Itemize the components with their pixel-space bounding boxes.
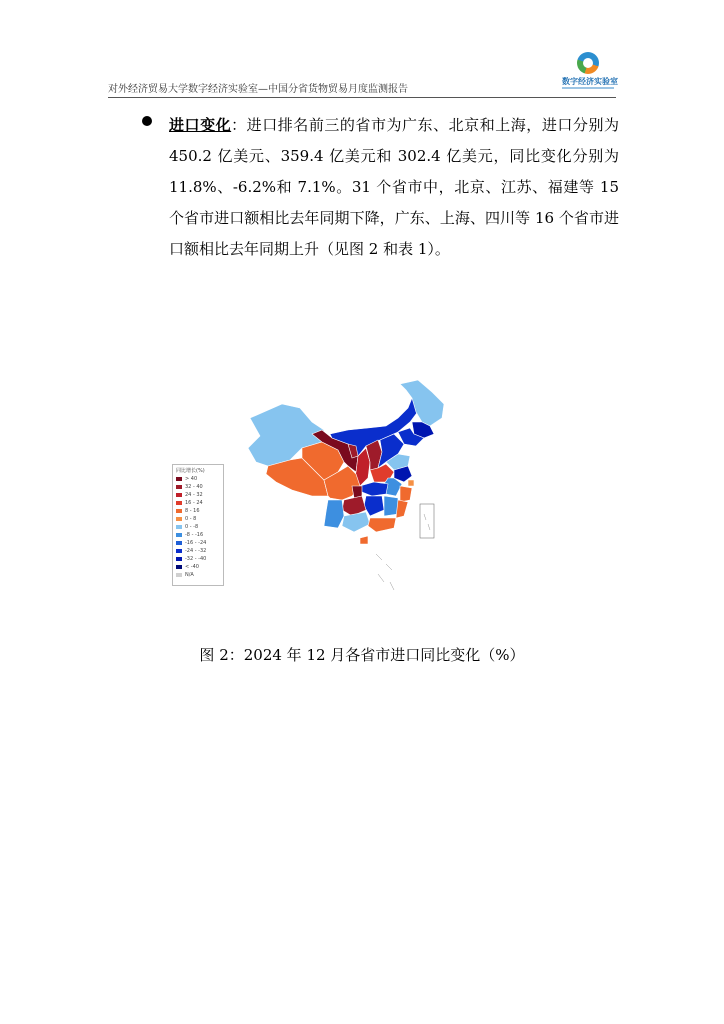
legend-swatch — [176, 493, 182, 497]
map-region-guangdong — [368, 518, 396, 532]
paragraph-lead: 进口变化 — [169, 116, 232, 134]
legend-swatch — [176, 533, 182, 537]
import-change-paragraph — [169, 110, 619, 265]
legend-item — [176, 500, 203, 507]
legend-label: 0 - -8 — [185, 524, 199, 530]
map-region-jiangxi — [384, 496, 398, 516]
legend-swatch — [176, 565, 182, 569]
legend-label: 24 - 32 — [185, 492, 203, 498]
map-region-hunan — [364, 496, 384, 516]
map-region-shanghai — [408, 480, 414, 486]
legend-swatch — [176, 525, 182, 529]
legend-swatch — [176, 517, 182, 521]
map-legend — [172, 464, 224, 586]
legend-swatch — [176, 549, 182, 553]
legend-label: -24 - -32 — [185, 548, 207, 554]
bullet-icon — [142, 116, 152, 126]
legend-item — [176, 476, 197, 483]
logo-underline — [562, 87, 614, 89]
map-region-guangxi — [342, 512, 370, 532]
legend-swatch — [176, 573, 182, 577]
map-region-yunnan — [324, 500, 344, 528]
logo-text: 数字经济实验室 — [562, 77, 618, 86]
legend-label: 8 - 16 — [185, 508, 200, 514]
legend-label: -8 - -16 — [185, 532, 204, 538]
legend-swatch — [176, 509, 182, 513]
paragraph-body: ：进口排名前三的省市为广东、北京和上海，进口分别为 450.2 亿美元、359.4 亿美元和 302.4 亿美元，同比变化分别为 11.8%、-6.2%和 7.1%。31 个省市中，北京、江苏、福建等 15 个省市进口额相比去年同期下降，广东、上海、四川等 16 个省市进口额相比去年同期上升（见图 2 和表 1）。 — [169, 116, 619, 258]
lab-logo — [562, 52, 618, 96]
legend-item — [176, 548, 206, 555]
map-region-hainan — [360, 536, 368, 544]
legend-label: > 40 — [185, 476, 198, 482]
legend-swatch — [176, 501, 182, 505]
legend-item — [176, 492, 203, 499]
legend-swatch — [176, 557, 182, 561]
legend-swatch — [176, 541, 182, 545]
legend-swatch — [176, 485, 182, 489]
legend-item — [176, 556, 206, 563]
legend-item — [176, 532, 203, 539]
map-region-fujian — [396, 500, 408, 518]
legend-label: 0 - 8 — [185, 516, 197, 522]
map-region-zhejiang — [400, 486, 412, 502]
legend-label: 32 - 40 — [185, 484, 203, 490]
header-divider — [108, 97, 616, 98]
legend-label: 16 - 24 — [185, 500, 203, 506]
south-china-sea-inset — [420, 504, 434, 538]
legend-title: 同比增长(%) — [176, 468, 205, 474]
legend-label: -16 - -24 — [185, 540, 207, 546]
legend-item — [176, 564, 199, 571]
figure-caption: 图 2：2024 年 12 月各省市进口同比变化（%） — [199, 646, 525, 664]
legend-label: N/A — [185, 572, 194, 578]
map-region-hubei — [360, 482, 388, 496]
legend-swatch — [176, 477, 182, 481]
logo-emblem-icon — [577, 52, 599, 74]
report-header: 对外经济贸易大学数字经济实验室—中国分省货物贸易月度监测报告 — [108, 84, 408, 95]
legend-item — [176, 540, 206, 547]
legend-item — [176, 524, 198, 531]
legend-label: -32 - -40 — [185, 556, 207, 562]
legend-item — [176, 484, 203, 491]
legend-item — [176, 516, 196, 523]
legend-item — [176, 572, 194, 579]
legend-label: < -40 — [185, 564, 199, 570]
legend-item — [176, 508, 200, 515]
